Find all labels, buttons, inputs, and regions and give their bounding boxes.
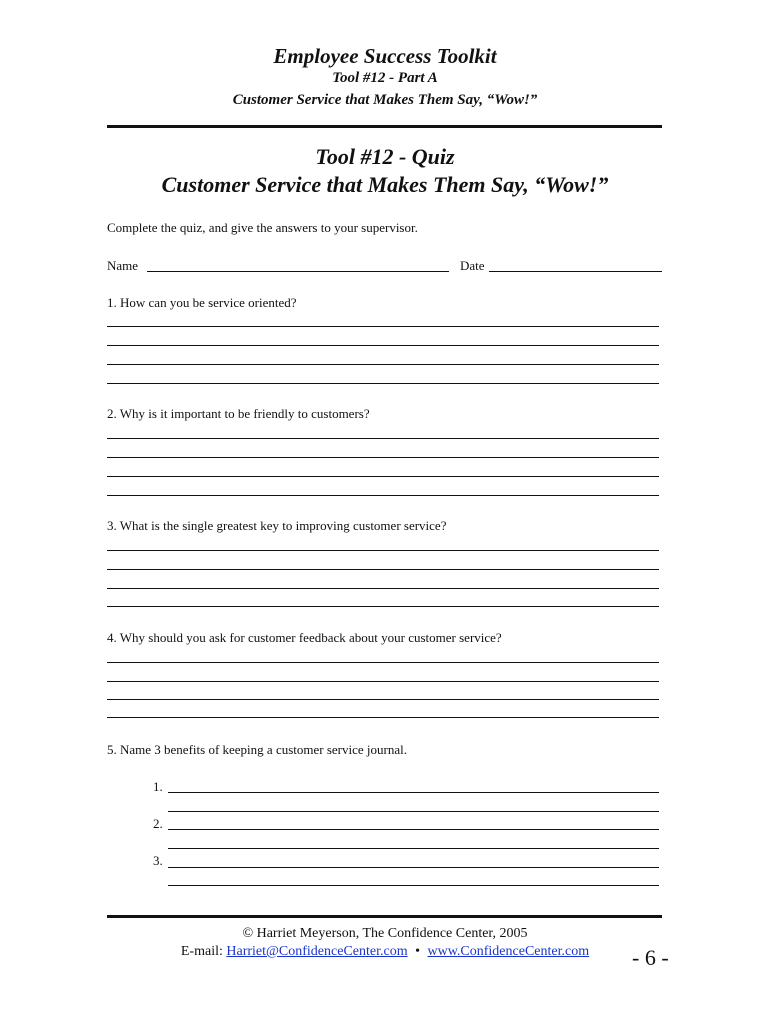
page-number: - 6 -	[632, 945, 669, 970]
answer-line[interactable]	[107, 699, 659, 700]
answer-line[interactable]	[107, 476, 659, 477]
answer-line[interactable]	[107, 717, 659, 718]
question-5: 5. Name 3 benefits of keeping a customer service journal.	[107, 742, 407, 757]
website-link[interactable]: www.ConfidenceCenter.com	[427, 944, 590, 959]
document-title: Employee Success Toolkit	[273, 44, 497, 68]
answer-line[interactable]	[107, 345, 659, 346]
benefit-number-1: 1.	[153, 779, 163, 794]
answer-line[interactable]	[168, 829, 659, 830]
question-4: 4. Why should you ask for customer feedback about your customer service?	[107, 630, 502, 645]
answer-line[interactable]	[107, 457, 659, 458]
answer-line[interactable]	[107, 550, 659, 551]
answer-line[interactable]	[107, 326, 659, 327]
date-label: Date	[460, 258, 485, 273]
tool-label: Tool #12 - Part A	[332, 70, 438, 86]
document-subtitle: Customer Service that Makes Them Say, “Wow!”	[232, 92, 538, 108]
email-label: E-mail:	[180, 944, 223, 959]
name-field[interactable]	[147, 271, 449, 272]
answer-line[interactable]	[107, 438, 659, 439]
instructions: Complete the quiz, and give the answers to your supervisor.	[107, 220, 418, 235]
answer-line[interactable]	[107, 569, 659, 570]
answer-line[interactable]	[107, 588, 659, 589]
answer-line[interactable]	[107, 662, 659, 663]
bullet-separator: •	[415, 944, 420, 959]
answer-line[interactable]	[107, 383, 659, 384]
answer-line[interactable]	[107, 364, 659, 365]
question-2: 2. Why is it important to be friendly to customers?	[107, 406, 370, 421]
answer-line[interactable]	[168, 867, 659, 868]
benefit-number-3: 3.	[153, 853, 163, 868]
question-3: 3. What is the single greatest key to improving customer service?	[107, 518, 447, 533]
answer-line[interactable]	[168, 811, 659, 812]
answer-line[interactable]	[168, 792, 659, 793]
quiz-title: Tool #12 - Quiz	[315, 144, 455, 169]
answer-line[interactable]	[168, 885, 659, 886]
footer-divider	[107, 915, 662, 918]
email-link[interactable]: Harriet@ConfidenceCenter.com	[226, 944, 408, 959]
answer-line[interactable]	[107, 681, 659, 682]
question-1: 1. How can you be service oriented?	[107, 295, 297, 310]
header-divider	[107, 125, 662, 128]
quiz-subtitle: Customer Service that Makes Them Say, “Wow!”	[161, 172, 609, 197]
answer-line[interactable]	[168, 848, 659, 849]
benefit-number-2: 2.	[153, 816, 163, 831]
date-field[interactable]	[489, 271, 662, 272]
name-label: Name	[107, 258, 139, 273]
answer-line[interactable]	[107, 495, 659, 496]
copyright: © Harriet Meyerson, The Confidence Center, 2005	[242, 926, 528, 941]
answer-line[interactable]	[107, 606, 659, 607]
